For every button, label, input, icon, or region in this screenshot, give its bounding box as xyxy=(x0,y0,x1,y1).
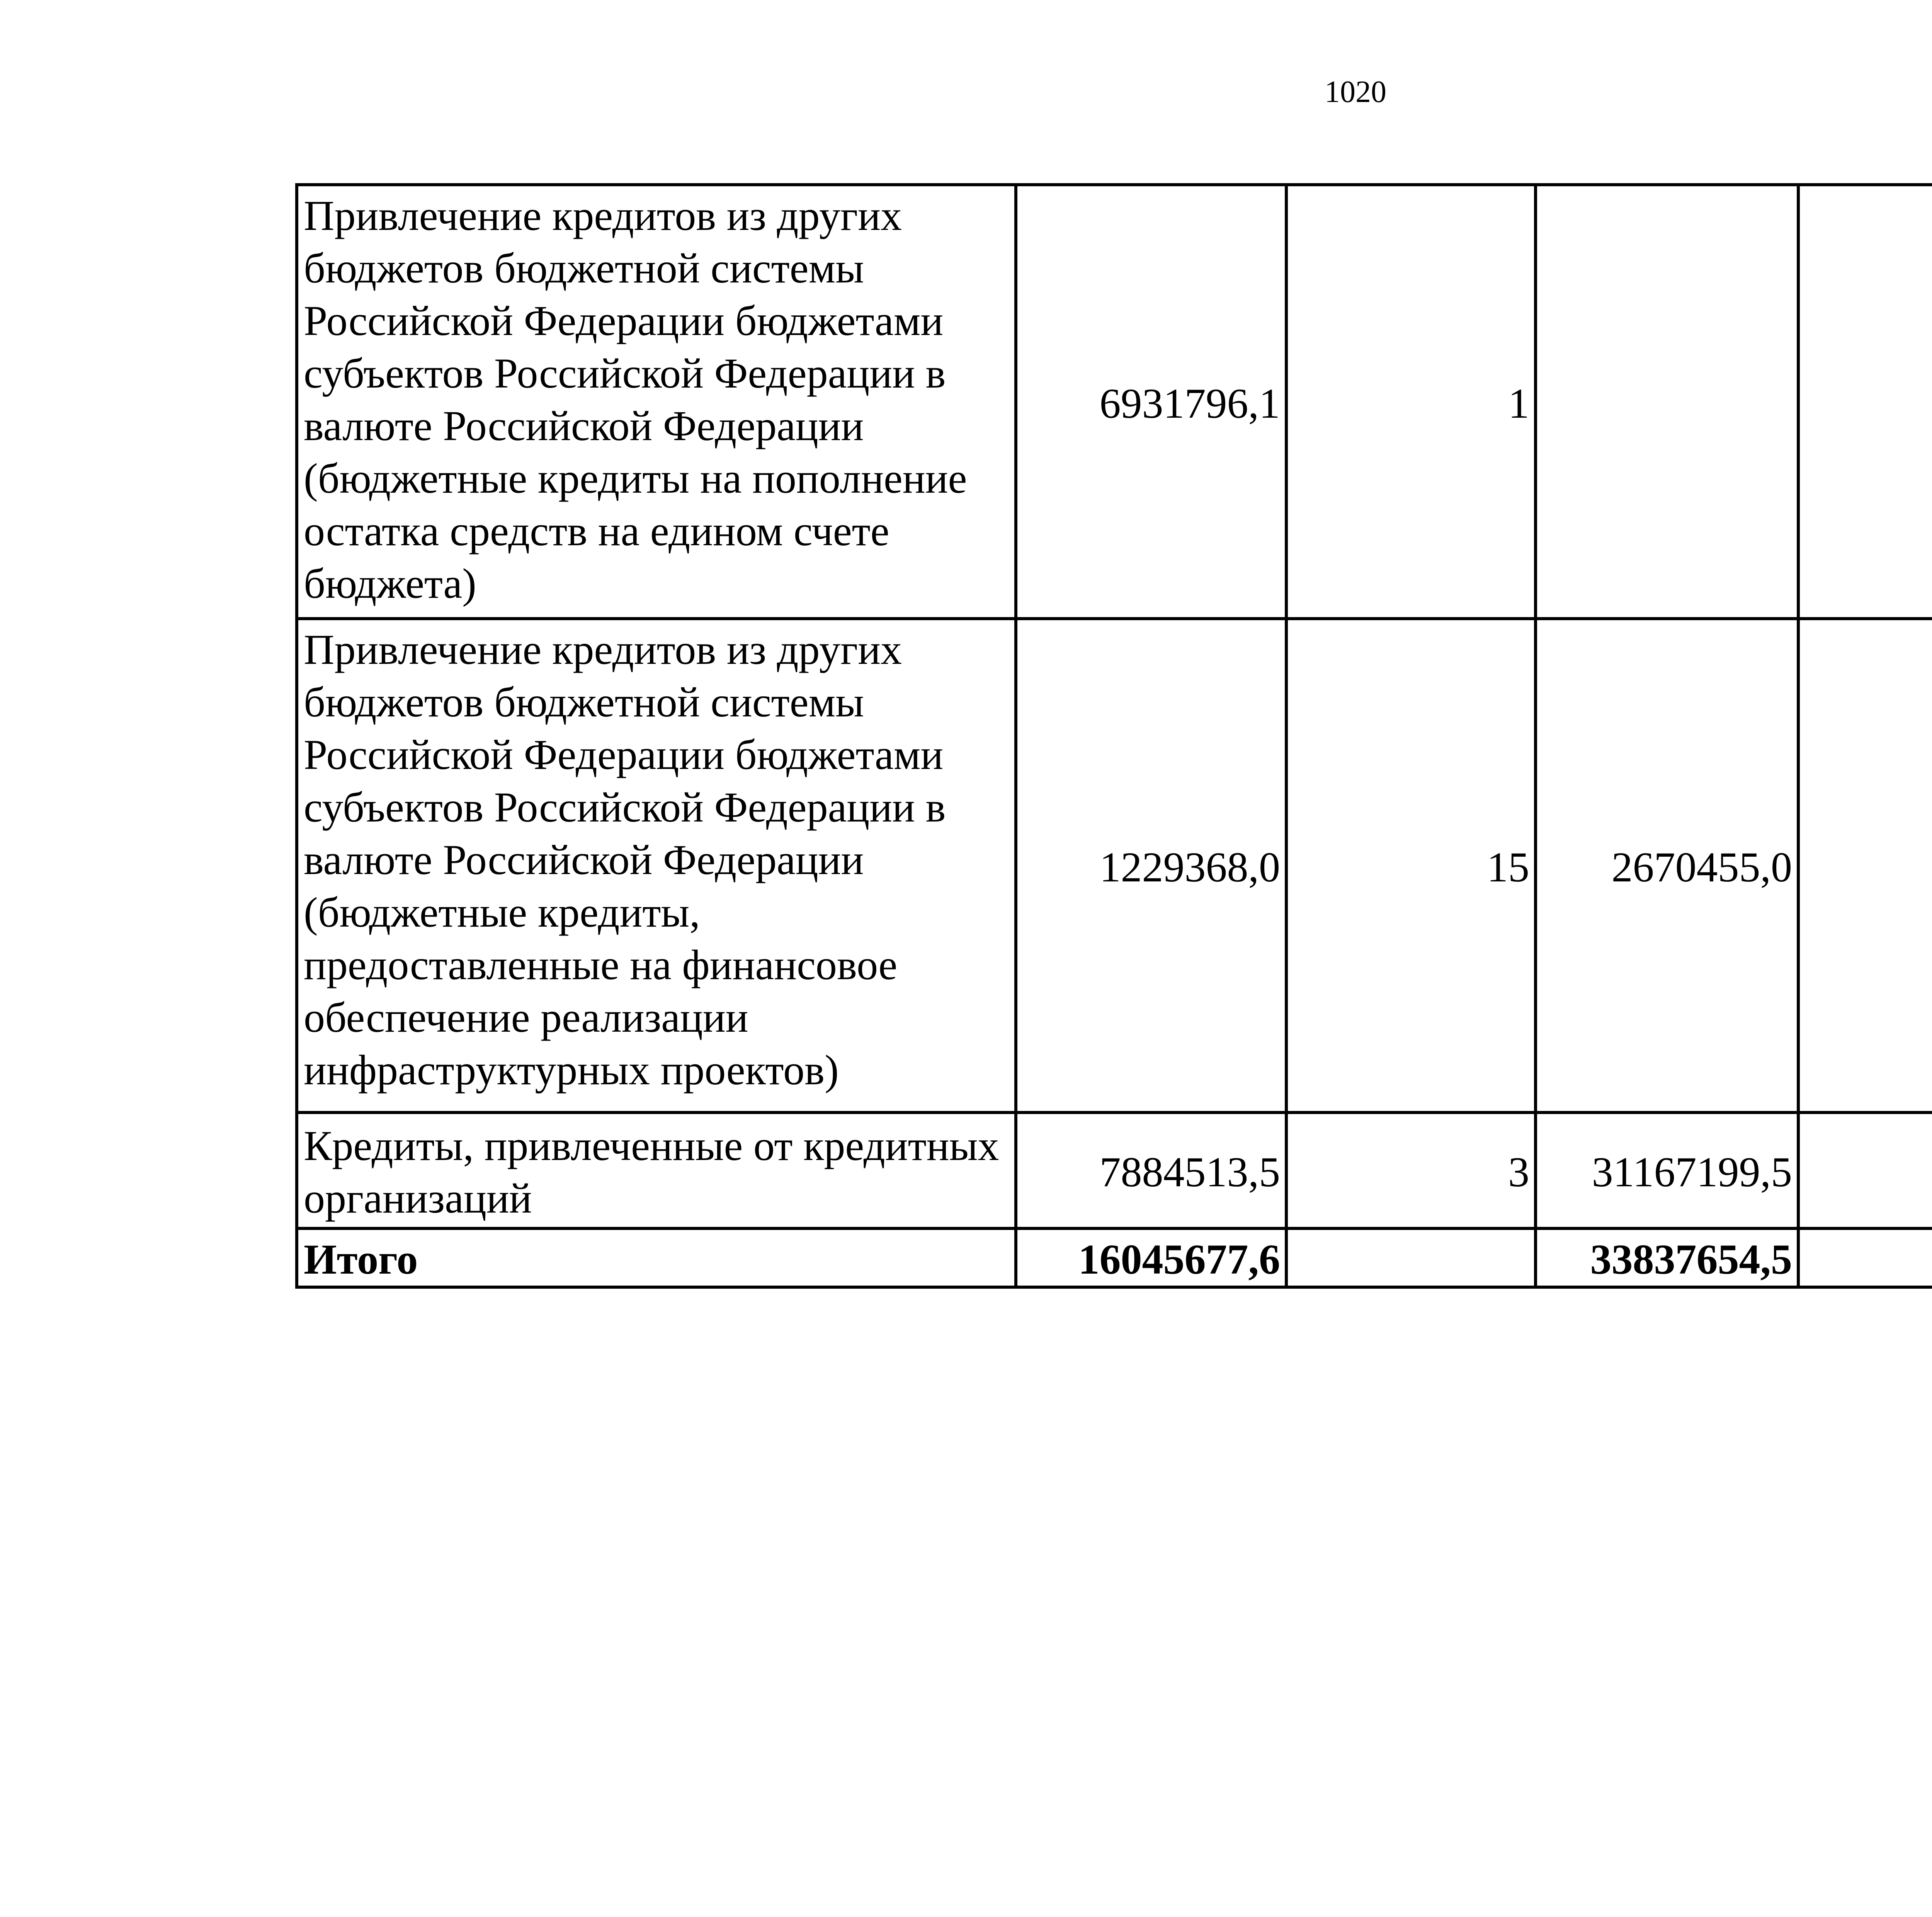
empty-cell xyxy=(1798,1228,1932,1287)
term-cell: 3 xyxy=(1286,1112,1536,1228)
term-cell: 1 xyxy=(1286,185,1536,619)
table-row xyxy=(297,1112,1932,1228)
term-cell: 15 xyxy=(1286,619,1536,1112)
row-label: Кредиты, привлеченные от кредитных организаций xyxy=(297,1112,1016,1228)
term-cell xyxy=(1798,1112,1932,1228)
table-row xyxy=(297,619,1932,1112)
page-number: 1020 xyxy=(1325,75,1386,109)
total-sum-cell: 33837654,5 xyxy=(1536,1228,1798,1287)
borrowing-table xyxy=(295,183,1932,1289)
total-sum-cell: 16045677,6 xyxy=(1016,1228,1286,1287)
row-label: Привлечение кредитов из других бюджетов бюджетной системы Российской Федерации бюджетами субъектов Российской Федерации в валюте Российской Федерации (бюджетные кредиты на пополнение остатка средств на едином счете бюджета) xyxy=(297,185,1016,619)
row-label: Привлечение кредитов из других бюджетов бюджетной системы Российской Федерации бюджетами субъектов Российской Федерации в валюте Российской Федерации (бюджетные кредиты, предоставленные на финансовое обеспечение реализации инфраструктурных проектов) xyxy=(297,619,1016,1112)
term-cell xyxy=(1798,185,1932,619)
sum-cell: 1229368,0 xyxy=(1016,619,1286,1112)
total-label: Итого xyxy=(297,1228,1016,1287)
sum-cell: 31167199,5 xyxy=(1536,1112,1798,1228)
sum-cell xyxy=(1536,185,1798,619)
term-cell xyxy=(1798,619,1932,1112)
sum-cell: 7884513,5 xyxy=(1016,1112,1286,1228)
sum-cell: 2670455,0 xyxy=(1536,619,1798,1112)
empty-cell xyxy=(1286,1228,1536,1287)
total-row xyxy=(297,1228,1932,1287)
table-row xyxy=(297,185,1932,619)
sum-cell: 6931796,1 xyxy=(1016,185,1286,619)
